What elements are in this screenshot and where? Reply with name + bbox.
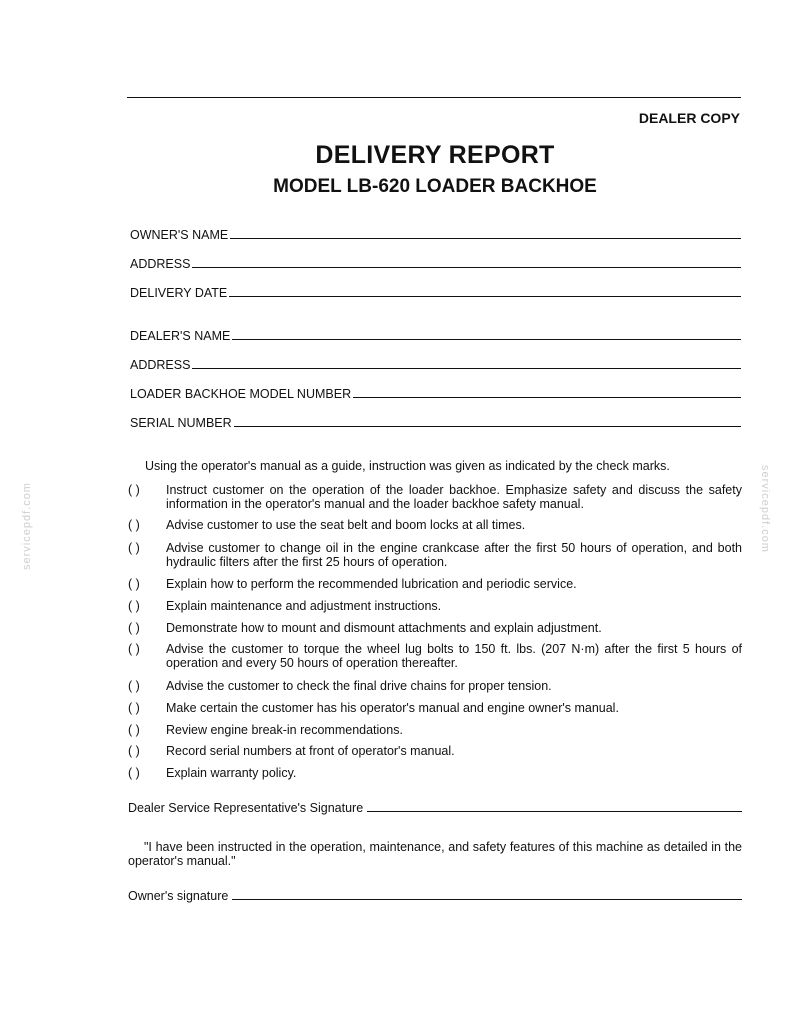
checkbox[interactable]: ( ) bbox=[128, 599, 140, 613]
fill-line[interactable] bbox=[192, 267, 741, 268]
checkbox[interactable]: ( ) bbox=[128, 541, 140, 555]
checkbox[interactable]: ( ) bbox=[128, 642, 140, 656]
page-title: DELIVERY REPORT bbox=[315, 141, 555, 169]
checkbox[interactable]: ( ) bbox=[128, 621, 140, 635]
checklist-item-text: Review engine break-in recommendations. bbox=[166, 723, 403, 737]
checklist-intro: Using the operator's manual as a guide, instruction was given as indicated by the check marks. bbox=[145, 459, 670, 473]
checklist-item bbox=[128, 622, 742, 636]
checklist-item bbox=[128, 578, 742, 592]
checklist-item bbox=[128, 542, 742, 569]
field-label: DELIVERY DATE bbox=[130, 286, 228, 300]
checklist-item-text: Demonstrate how to mount and dismount attachments and explain adjustment. bbox=[166, 621, 602, 635]
fill-line[interactable] bbox=[192, 368, 741, 369]
checklist-item-text: Instruct customer on the operation of the loader backhoe. Emphasize safety and discuss the safety information in the operator's manual and the loader backhoe safety manual. bbox=[166, 483, 742, 511]
checklist-item bbox=[128, 680, 742, 694]
delivery-date-field[interactable] bbox=[130, 286, 741, 300]
checkbox[interactable]: ( ) bbox=[128, 483, 140, 497]
owner-address-field[interactable] bbox=[130, 257, 741, 271]
field-label: ADDRESS bbox=[130, 257, 191, 271]
checklist-item-text: Explain maintenance and adjustment instructions. bbox=[166, 599, 442, 613]
checklist-item-text: Advise the customer to check the final drive chains for proper tension. bbox=[166, 679, 552, 693]
checkbox[interactable]: ( ) bbox=[128, 766, 140, 780]
serial-number-field[interactable] bbox=[130, 416, 741, 430]
field-label: LOADER BACKHOE MODEL NUMBER bbox=[130, 387, 352, 401]
checklist-item bbox=[128, 745, 742, 759]
checklist-item bbox=[128, 702, 742, 716]
field-label: ADDRESS bbox=[130, 358, 191, 372]
dealer-copy-label: DEALER COPY bbox=[638, 110, 740, 126]
signature-line[interactable] bbox=[367, 811, 742, 812]
owner-signature-field[interactable] bbox=[128, 889, 742, 903]
checkbox[interactable]: ( ) bbox=[128, 577, 140, 591]
checklist-item-text: Explain warranty policy. bbox=[166, 766, 297, 780]
checklist-item-text: Advise customer to change oil in the engine crankcase after the first 50 hours of operation, and both hydraulic filters after the first 25 hours of operation. bbox=[166, 541, 742, 569]
checklist-item bbox=[128, 519, 742, 533]
checklist-item-text: Make certain the customer has his operator's manual and engine owner's manual. bbox=[166, 701, 619, 715]
field-label: SERIAL NUMBER bbox=[130, 416, 232, 430]
owner-name-field[interactable] bbox=[130, 228, 741, 242]
fill-line[interactable] bbox=[230, 238, 741, 239]
dealer-signature-field[interactable] bbox=[128, 801, 742, 815]
page-subtitle: MODEL LB-620 LOADER BACKHOE bbox=[273, 176, 597, 197]
dealer-address-field[interactable] bbox=[130, 358, 741, 372]
checklist-item-text: Record serial numbers at front of operator's manual. bbox=[166, 744, 455, 758]
fill-line[interactable] bbox=[229, 296, 741, 297]
checklist-item bbox=[128, 484, 742, 511]
field-label: DEALER'S NAME bbox=[130, 329, 231, 343]
checklist-item-text: Advise customer to use the seat belt and boom locks at all times. bbox=[166, 518, 526, 532]
checklist-item-text: Explain how to perform the recommended lubrication and periodic service. bbox=[166, 577, 577, 591]
field-label: OWNER'S NAME bbox=[130, 228, 229, 242]
dealer-signature-label: Dealer Service Representative's Signature bbox=[128, 801, 364, 815]
checkbox[interactable]: ( ) bbox=[128, 744, 140, 758]
checkbox[interactable]: ( ) bbox=[128, 518, 140, 532]
checklist-item bbox=[128, 767, 742, 781]
signature-line[interactable] bbox=[232, 899, 742, 900]
checklist-item bbox=[128, 643, 742, 670]
top-rule bbox=[127, 97, 741, 98]
owner-statement: "I have been instructed in the operation, maintenance, and safety features of this machine as detailed in the operator's manual." bbox=[128, 840, 742, 868]
checkbox[interactable]: ( ) bbox=[128, 723, 140, 737]
fill-line[interactable] bbox=[234, 426, 741, 427]
model-number-field[interactable] bbox=[130, 387, 741, 401]
fill-line[interactable] bbox=[232, 339, 741, 340]
checkbox[interactable]: ( ) bbox=[128, 679, 140, 693]
dealer-name-field[interactable] bbox=[130, 329, 741, 343]
watermark-left: servicepdf.com bbox=[21, 482, 33, 570]
checkbox[interactable]: ( ) bbox=[128, 701, 140, 715]
owner-signature-label: Owner's signature bbox=[128, 889, 229, 903]
fill-line[interactable] bbox=[353, 397, 741, 398]
checklist-item bbox=[128, 600, 742, 614]
checklist-item-text: Advise the customer to torque the wheel lug bolts to 150 ft. lbs. (207 N·m) after the first 5 hours of operation and every 50 hours of operation thereafter. bbox=[166, 642, 742, 670]
checklist-item bbox=[128, 724, 742, 738]
watermark-right: servicepdf.com bbox=[759, 465, 771, 553]
